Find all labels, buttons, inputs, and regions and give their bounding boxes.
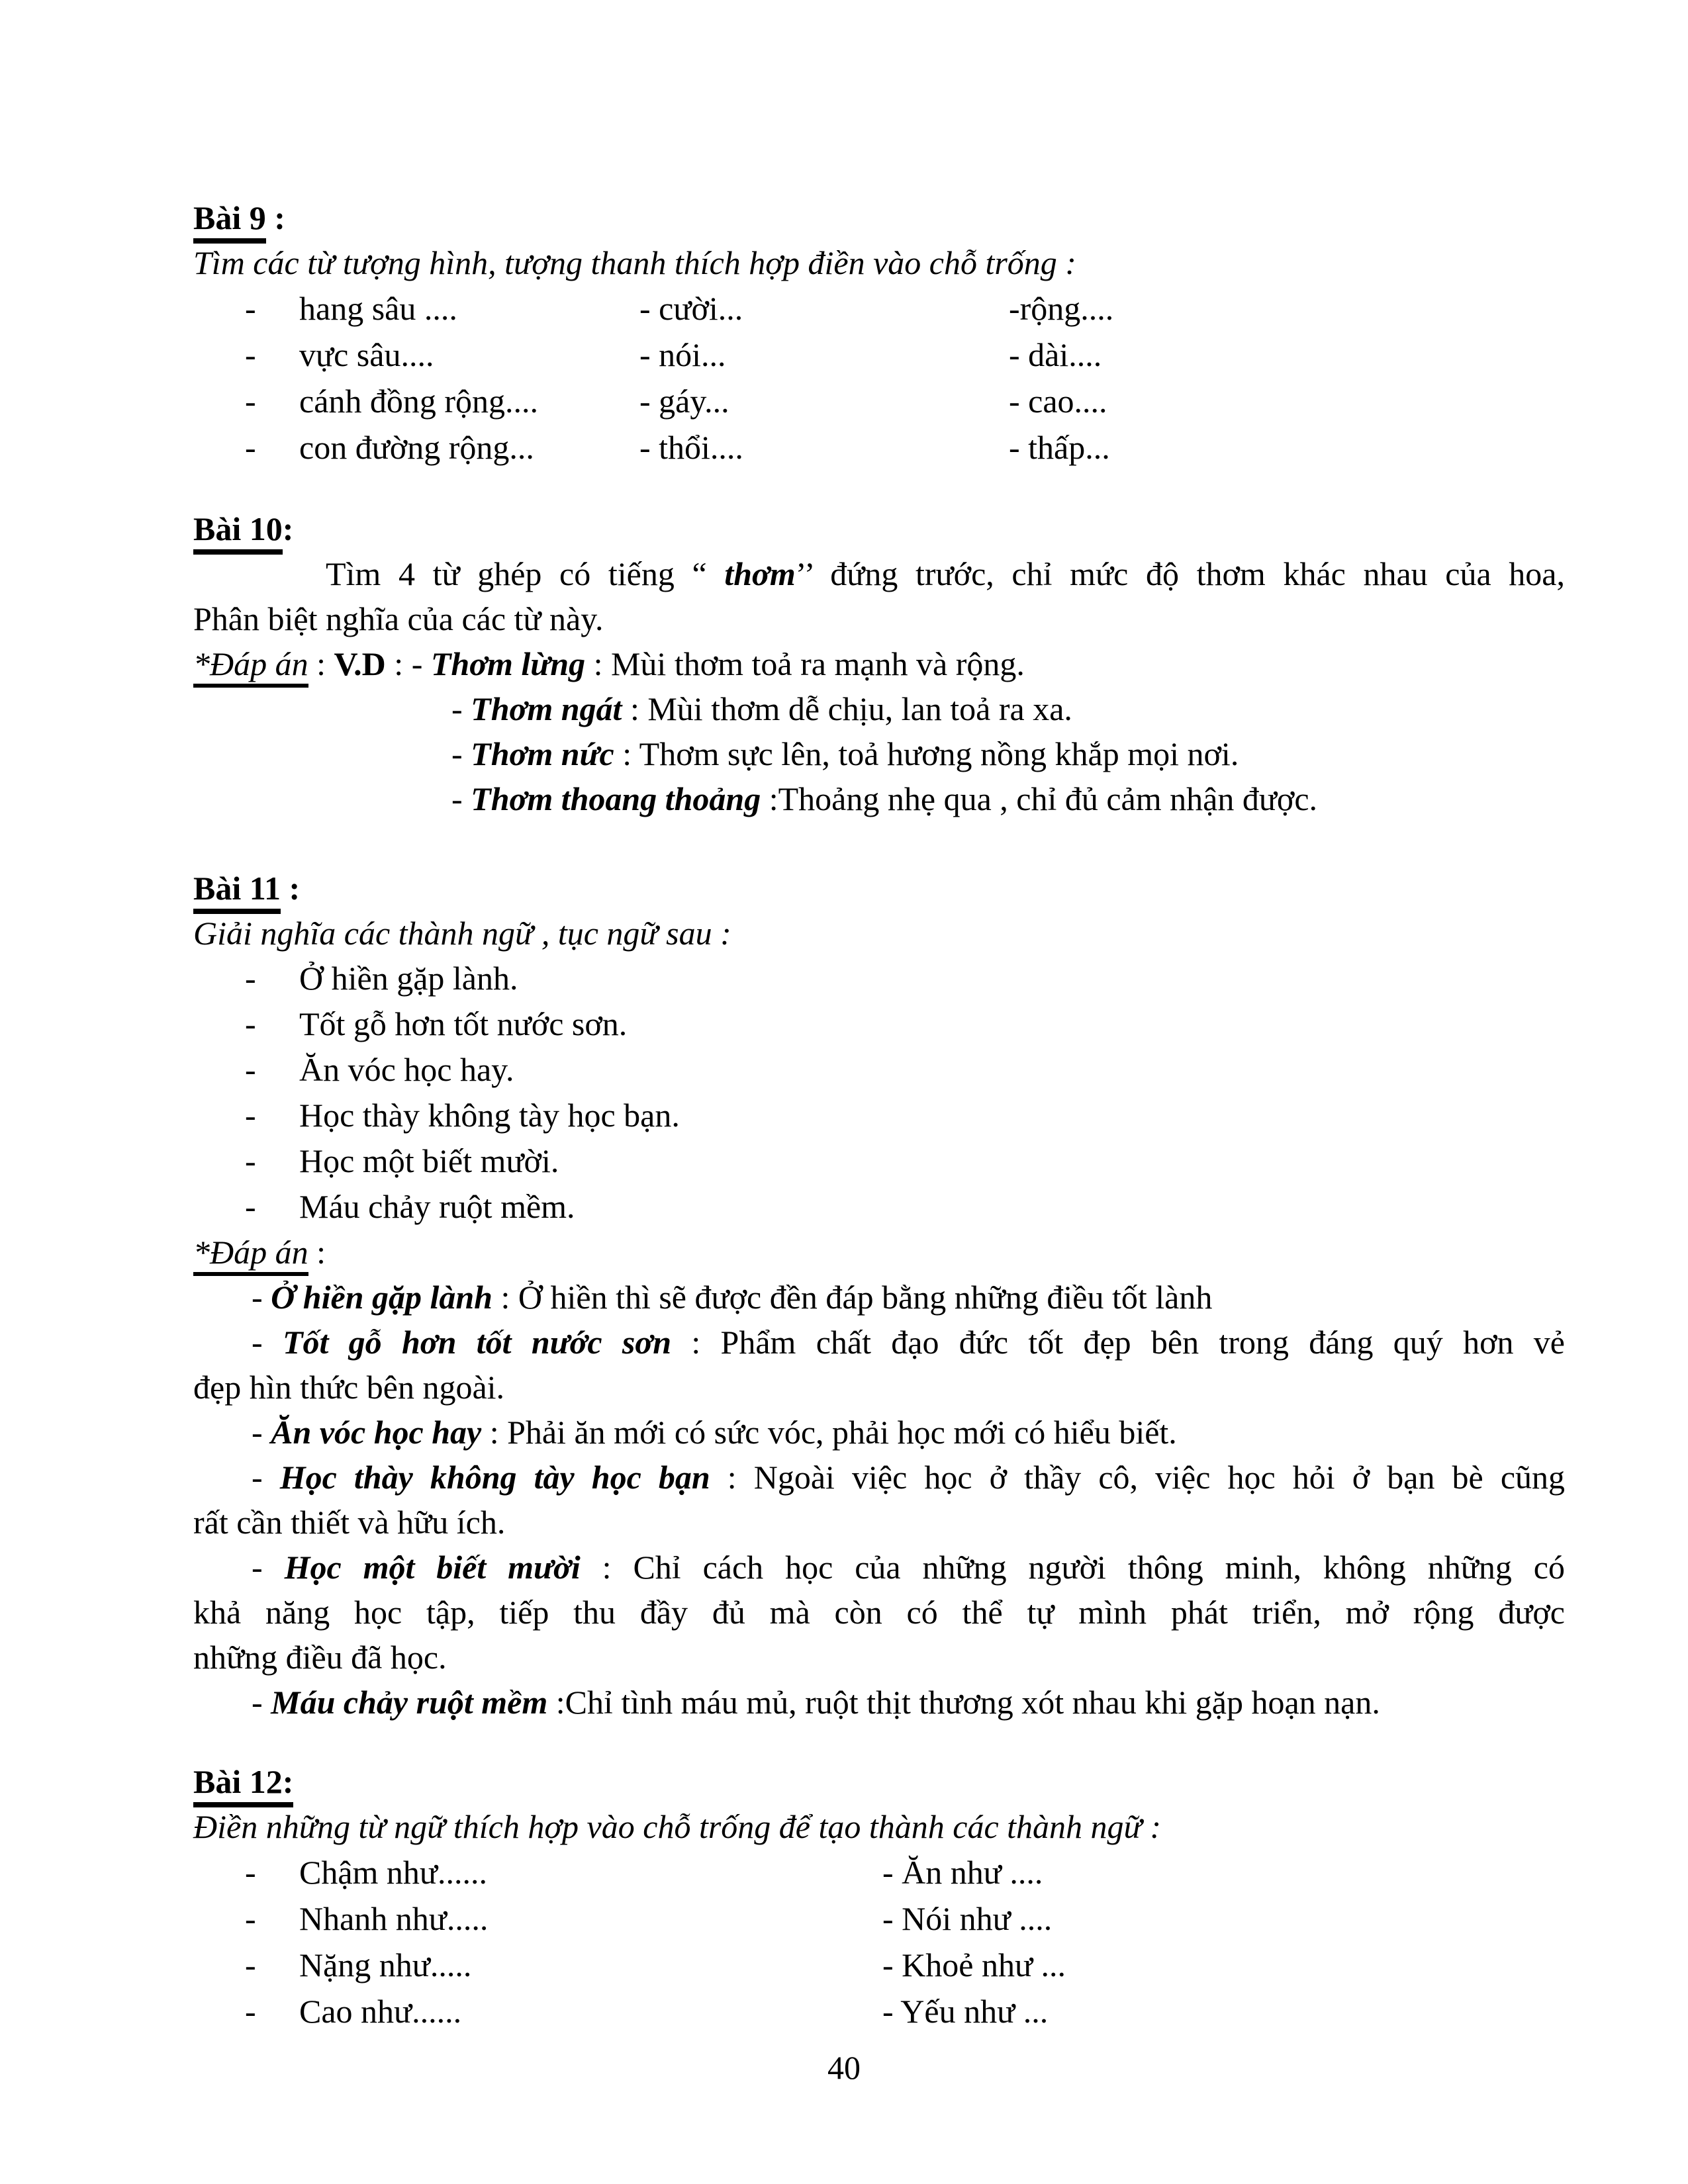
page-number: 40	[827, 2049, 861, 2086]
answer-definition: : Chỉ cách học của những người thông minh, không những có	[580, 1549, 1565, 1586]
answer-term: Ở hiền gặp lành	[271, 1279, 492, 1316]
bullet-dash: -	[245, 1993, 256, 2030]
list-item: Ở hiền gặp lành.	[299, 960, 518, 997]
bai-10-heading	[193, 506, 1565, 551]
list-item: - Ăn như ....	[882, 1854, 1043, 1891]
list-item: hang sâu ....	[299, 290, 457, 327]
answer-term: Thơm nức	[471, 735, 614, 772]
bullet-dash: -	[245, 290, 256, 327]
answer-definition: : Ở hiền thì sẽ được đền đáp bằng những điều tốt lành	[492, 1279, 1213, 1316]
bai-9-heading	[193, 195, 1565, 240]
bullet-dash: -	[245, 1051, 256, 1088]
list-row	[193, 1047, 1565, 1093]
list-item: cánh đồng rộng....	[299, 383, 539, 420]
list-row	[193, 956, 1565, 1001]
list-item: - Khoẻ như ...	[882, 1946, 1066, 1983]
bai-11-answer-2-cont: đẹp hìn thức bên ngoài.	[193, 1369, 505, 1406]
intro-text: ’’ đứng trước, chỉ mức độ thơm khác nhau của hoa,	[795, 555, 1565, 592]
intro-text: Tìm 4 từ ghép có tiếng “	[326, 555, 725, 592]
bullet-dash: -	[252, 1279, 271, 1316]
bullet-dash: -	[245, 1900, 256, 1937]
bullet-dash: -	[451, 690, 471, 727]
dapan-label: *Đáp án	[193, 645, 308, 688]
bullet-dash: -	[245, 429, 256, 466]
bai-11-heading-text: Bài 11	[193, 870, 281, 914]
bullet-dash: -	[252, 1324, 283, 1361]
bai-11-answer-5	[193, 1545, 1565, 1590]
list-item: Học một biết mười.	[299, 1142, 559, 1179]
answer-definition: : Ngoài việc học ở thầy cô, việc học hỏi ở bạn bè cũng	[710, 1459, 1566, 1496]
bai-9-heading-colon: :	[265, 199, 285, 236]
list-item: Nhanh như.....	[299, 1900, 489, 1937]
list-item: - dài....	[1009, 336, 1102, 373]
list-row	[193, 1988, 1565, 2034]
answer-term: Tốt gỗ hơn tốt nước sơn	[282, 1324, 672, 1361]
bai-11-answer-4-cont: rất cần thiết và hữu ích.	[193, 1504, 506, 1541]
list-row	[193, 1184, 1565, 1230]
list-row	[193, 424, 1565, 471]
list-item: - cười...	[639, 290, 743, 327]
bai-10-answer-line-4	[193, 776, 1565, 821]
bai-9-instruction: Tìm các từ tượng hình, tượng thanh thích hợp điền vào chỗ trống :	[193, 244, 1076, 281]
list-row	[193, 285, 1565, 332]
list-item: Cao như......	[299, 1993, 462, 2030]
section-bai-12	[193, 1759, 1565, 2034]
bai-11-answer-4	[193, 1455, 1565, 1500]
bullet-dash: -	[245, 1854, 256, 1891]
answer-term: Học thày không tày học bạn	[279, 1459, 710, 1496]
list-item: Tốt gỗ hơn tốt nước sơn.	[299, 1005, 628, 1042]
bullet-dash: -	[252, 1549, 285, 1586]
bullet-dash: -	[451, 735, 471, 772]
list-row	[193, 1093, 1565, 1138]
vd-label: V.D	[334, 645, 386, 682]
bai-12-heading-text: Bài 12:	[193, 1763, 293, 1807]
list-item: - nói...	[639, 336, 726, 373]
list-item: Nặng như.....	[299, 1946, 472, 1983]
bullet-dash: -	[245, 336, 256, 373]
section-bai-11	[193, 866, 1565, 1725]
list-row	[193, 1895, 1565, 1942]
list-item: -rộng....	[1009, 290, 1114, 327]
answer-definition: :Thoảng nhẹ qua , chỉ đủ cảm nhận được.	[761, 780, 1318, 817]
bai-11-answer-2	[193, 1320, 1565, 1365]
answer-term: Ăn vóc học hay	[271, 1414, 482, 1451]
answer-term: Thơm ngát	[471, 690, 622, 727]
answer-definition: : Thơm sực lên, toả hương nồng khắp mọi nơi.	[614, 735, 1239, 772]
list-item: Ăn vóc học hay.	[299, 1051, 514, 1088]
list-item: - Nói như ....	[882, 1900, 1053, 1937]
list-item: - thấp...	[1009, 429, 1110, 466]
bai-11-list	[193, 956, 1565, 1230]
bullet-dash: -	[245, 383, 256, 420]
dapan-colon: :	[308, 1234, 326, 1271]
answer-definition: : Mùi thơm dễ chịu, lan toả ra xa.	[622, 690, 1072, 727]
answer-term: Thơm thoang thoảng	[471, 780, 761, 817]
bai-11-heading	[193, 866, 1565, 911]
list-item: Máu chảy ruột mềm.	[299, 1188, 575, 1225]
list-row	[193, 332, 1565, 378]
list-item: - Yếu như ...	[882, 1993, 1049, 2030]
bullet-dash: -	[245, 1946, 256, 1983]
list-item: - gáy...	[639, 383, 729, 420]
bullet-dash: -	[252, 1414, 271, 1451]
answer-term: Học một biết mười	[284, 1549, 581, 1586]
bullet-dash: -	[245, 1188, 256, 1225]
intro-term: thơm	[724, 555, 796, 592]
bai-10-intro-line-1	[193, 551, 1565, 596]
list-item: - cao....	[1009, 383, 1107, 420]
bai-11-answer-5-cont-1: khả năng học tập, tiếp thu đầy đủ mà còn có thể tự mình phát triển, mở rộng được	[193, 1594, 1565, 1631]
bai-10-heading-text: Bài 10	[193, 510, 283, 555]
bai-10-intro-line-2: Phân biệt nghĩa của các từ này.	[193, 600, 604, 637]
section-bai-10	[193, 506, 1565, 821]
answer-term: Thơm lừng	[430, 645, 586, 682]
answer-definition: : Mùi thơm toả ra mạnh và rộng.	[585, 645, 1025, 682]
dapan-label: *Đáp án	[193, 1234, 308, 1276]
section-bai-9	[193, 195, 1565, 471]
bai-9-heading-text: Bài 9	[193, 199, 266, 244]
bai-11-heading-colon: :	[280, 870, 301, 907]
bai-10-answer-line-2	[193, 686, 1565, 731]
bai-11-answer-1	[193, 1275, 1565, 1320]
list-item: Chậm như......	[299, 1854, 488, 1891]
bullet-dash: -	[245, 960, 256, 997]
bai-11-answer-5-cont-2: những điều đã học.	[193, 1639, 447, 1676]
answer-definition: :Chỉ tình máu mủ, ruột thịt thương xót nhau khi gặp hoạn nạn.	[547, 1684, 1380, 1721]
bullet-dash: -	[451, 780, 471, 817]
bai-12-list	[193, 1849, 1565, 2034]
bai-11-answer-6	[193, 1680, 1565, 1725]
answer-term: Máu chảy ruột mềm	[271, 1684, 548, 1721]
list-row	[193, 1942, 1565, 1988]
bai-10-heading-colon: :	[282, 510, 294, 547]
bai-12-instruction: Điền những từ ngữ thích hợp vào chỗ trống để tạo thành các thành ngữ :	[193, 1808, 1161, 1845]
bai-11-dapan-heading	[193, 1230, 1565, 1275]
bullet-dash: -	[245, 1005, 256, 1042]
answer-definition: : Phải ăn mới có sức vóc, phải học mới có hiểu biết.	[481, 1414, 1177, 1451]
bullet-dash: -	[252, 1684, 271, 1721]
list-row	[193, 378, 1565, 424]
bai-10-answer-line-1	[193, 641, 1565, 686]
bullet-dash: -	[252, 1459, 280, 1496]
separator: :	[308, 645, 334, 682]
list-item: - thổi....	[639, 429, 743, 466]
bai-11-answer-3	[193, 1410, 1565, 1455]
bai-12-heading	[193, 1759, 1565, 1804]
list-item: con đường rộng...	[299, 429, 534, 466]
list-row	[193, 1001, 1565, 1047]
bai-11-instruction: Giải nghĩa các thành ngữ , tục ngữ sau :	[193, 915, 731, 952]
bai-10-answer-line-3	[193, 731, 1565, 776]
list-row	[193, 1138, 1565, 1184]
bullet-dash: -	[245, 1097, 256, 1134]
bullet-dash: -	[245, 1142, 256, 1179]
answer-definition: : Phẩm chất đạo đức tốt đẹp bên trong đáng quý hơn vẻ	[671, 1324, 1565, 1361]
list-row	[193, 1849, 1565, 1895]
list-item: vực sâu....	[299, 336, 434, 373]
separator: : -	[385, 645, 431, 682]
list-item: Học thày không tày học bạn.	[299, 1097, 680, 1134]
bai-9-list	[193, 285, 1565, 471]
